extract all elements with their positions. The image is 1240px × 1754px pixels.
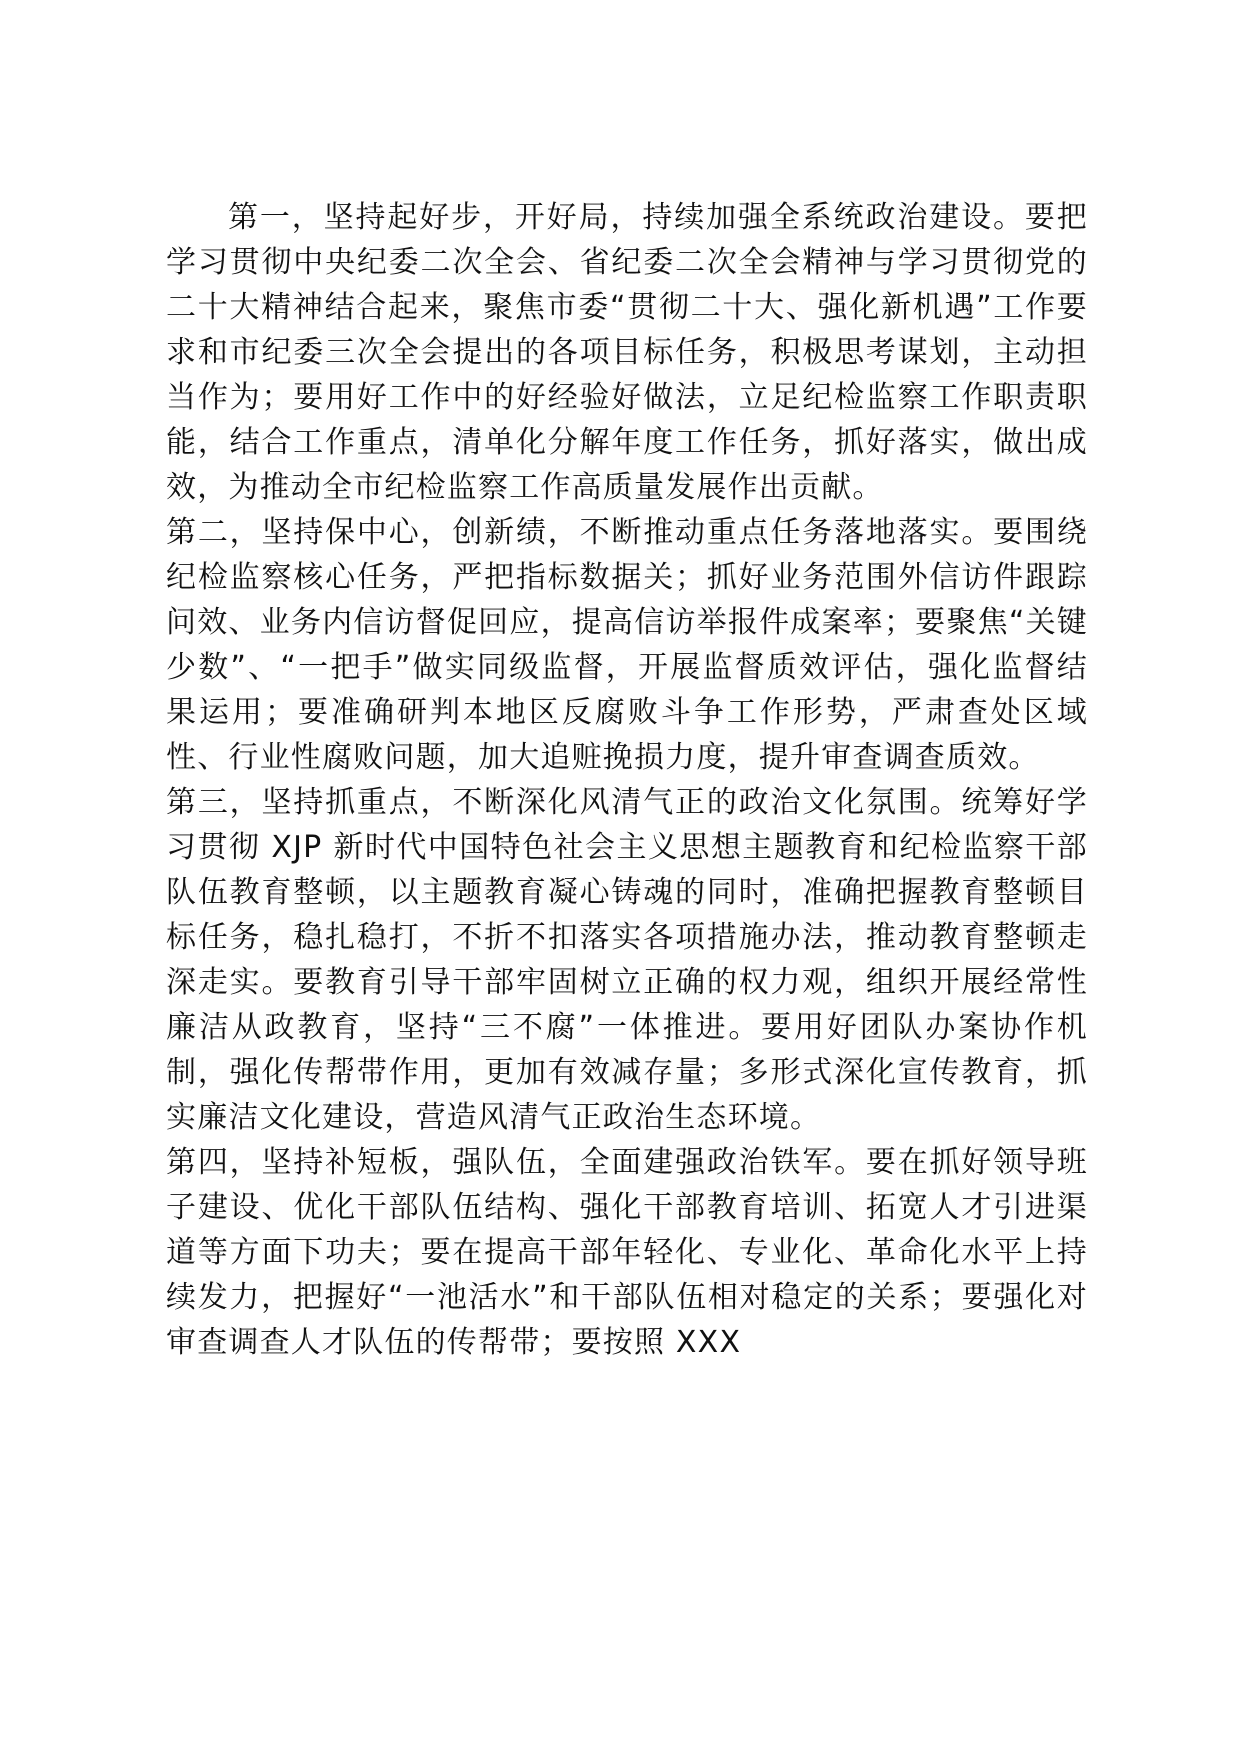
paragraph-fourth-team-building: 第四，坚持补短板，强队伍，全面建强政治铁军。要在抓好领导班子建设、优化干部队伍结构、强化干部教育培训、拓宽人才引进渠道等方面下功夫；要在提高干部年轻化、专业化、革命化水平上持续发力，把握好“一池活水”和干部队伍相对稳定的关系；要强化对审查调查人才队伍的传帮带；要按照 XXX	[166, 1145, 1088, 1360]
paragraph-third-political-culture: 第三，坚持抓重点，不断深化风清气正的政治文化氛围。统筹好学习贯彻 XJP 新时代中国特色社会主义思想主题教育和纪检监察干部队伍教育整顿，以主题教育凝心铸魂的同时，准确把握教育整顿目标任务，稳扎稳打，不折不扣落实各项措施办法，推动教育整顿走深走实。要教育引导干部牢固树立正确的权力观，组织开展经常性廉洁从政教育，坚持“三不腐”一体推进。要用好团队办案协作机制，强化传帮带作用，更加有效减存量；多形式深化宣传教育，抓实廉洁文化建设，营造风清气正政治生态环境。	[166, 785, 1088, 1135]
paragraph-second-key-tasks: 第二，坚持保中心，创新绩，不断推动重点任务落地落实。要围绕纪检监察核心任务，严把指标数据关；抓好业务范围外信访件跟踪问效、业务内信访督促回应，提高信访举报件成案率；要聚焦“关键少数”、“一把手”做实同级监督，开展监督质效评估，强化监督结果运用；要准确研判本地区反腐败斗争工作形势，严肃查处区域性、行业性腐败问题，加大追赃挽损力度，提升审查调查质效。	[166, 515, 1088, 775]
document-body	[166, 195, 1088, 1365]
paragraph-first-political-building: 第一，坚持起好步，开好局，持续加强全系统政治建设。要把学习贯彻中央纪委二次全会、省纪委二次全会精神与学习贯彻党的二十大精神结合起来，聚焦市委“贯彻二十大、强化新机遇”工作要求和市纪委三次全会提出的各项目标任务，积极思考谋划，主动担当作为；要用好工作中的好经验好做法，立足纪检监察工作职责职能，结合工作重点，清单化分解年度工作任务，抓好落实，做出成效，为推动全市纪检监察工作高质量发展作出贡献。	[166, 200, 1088, 505]
